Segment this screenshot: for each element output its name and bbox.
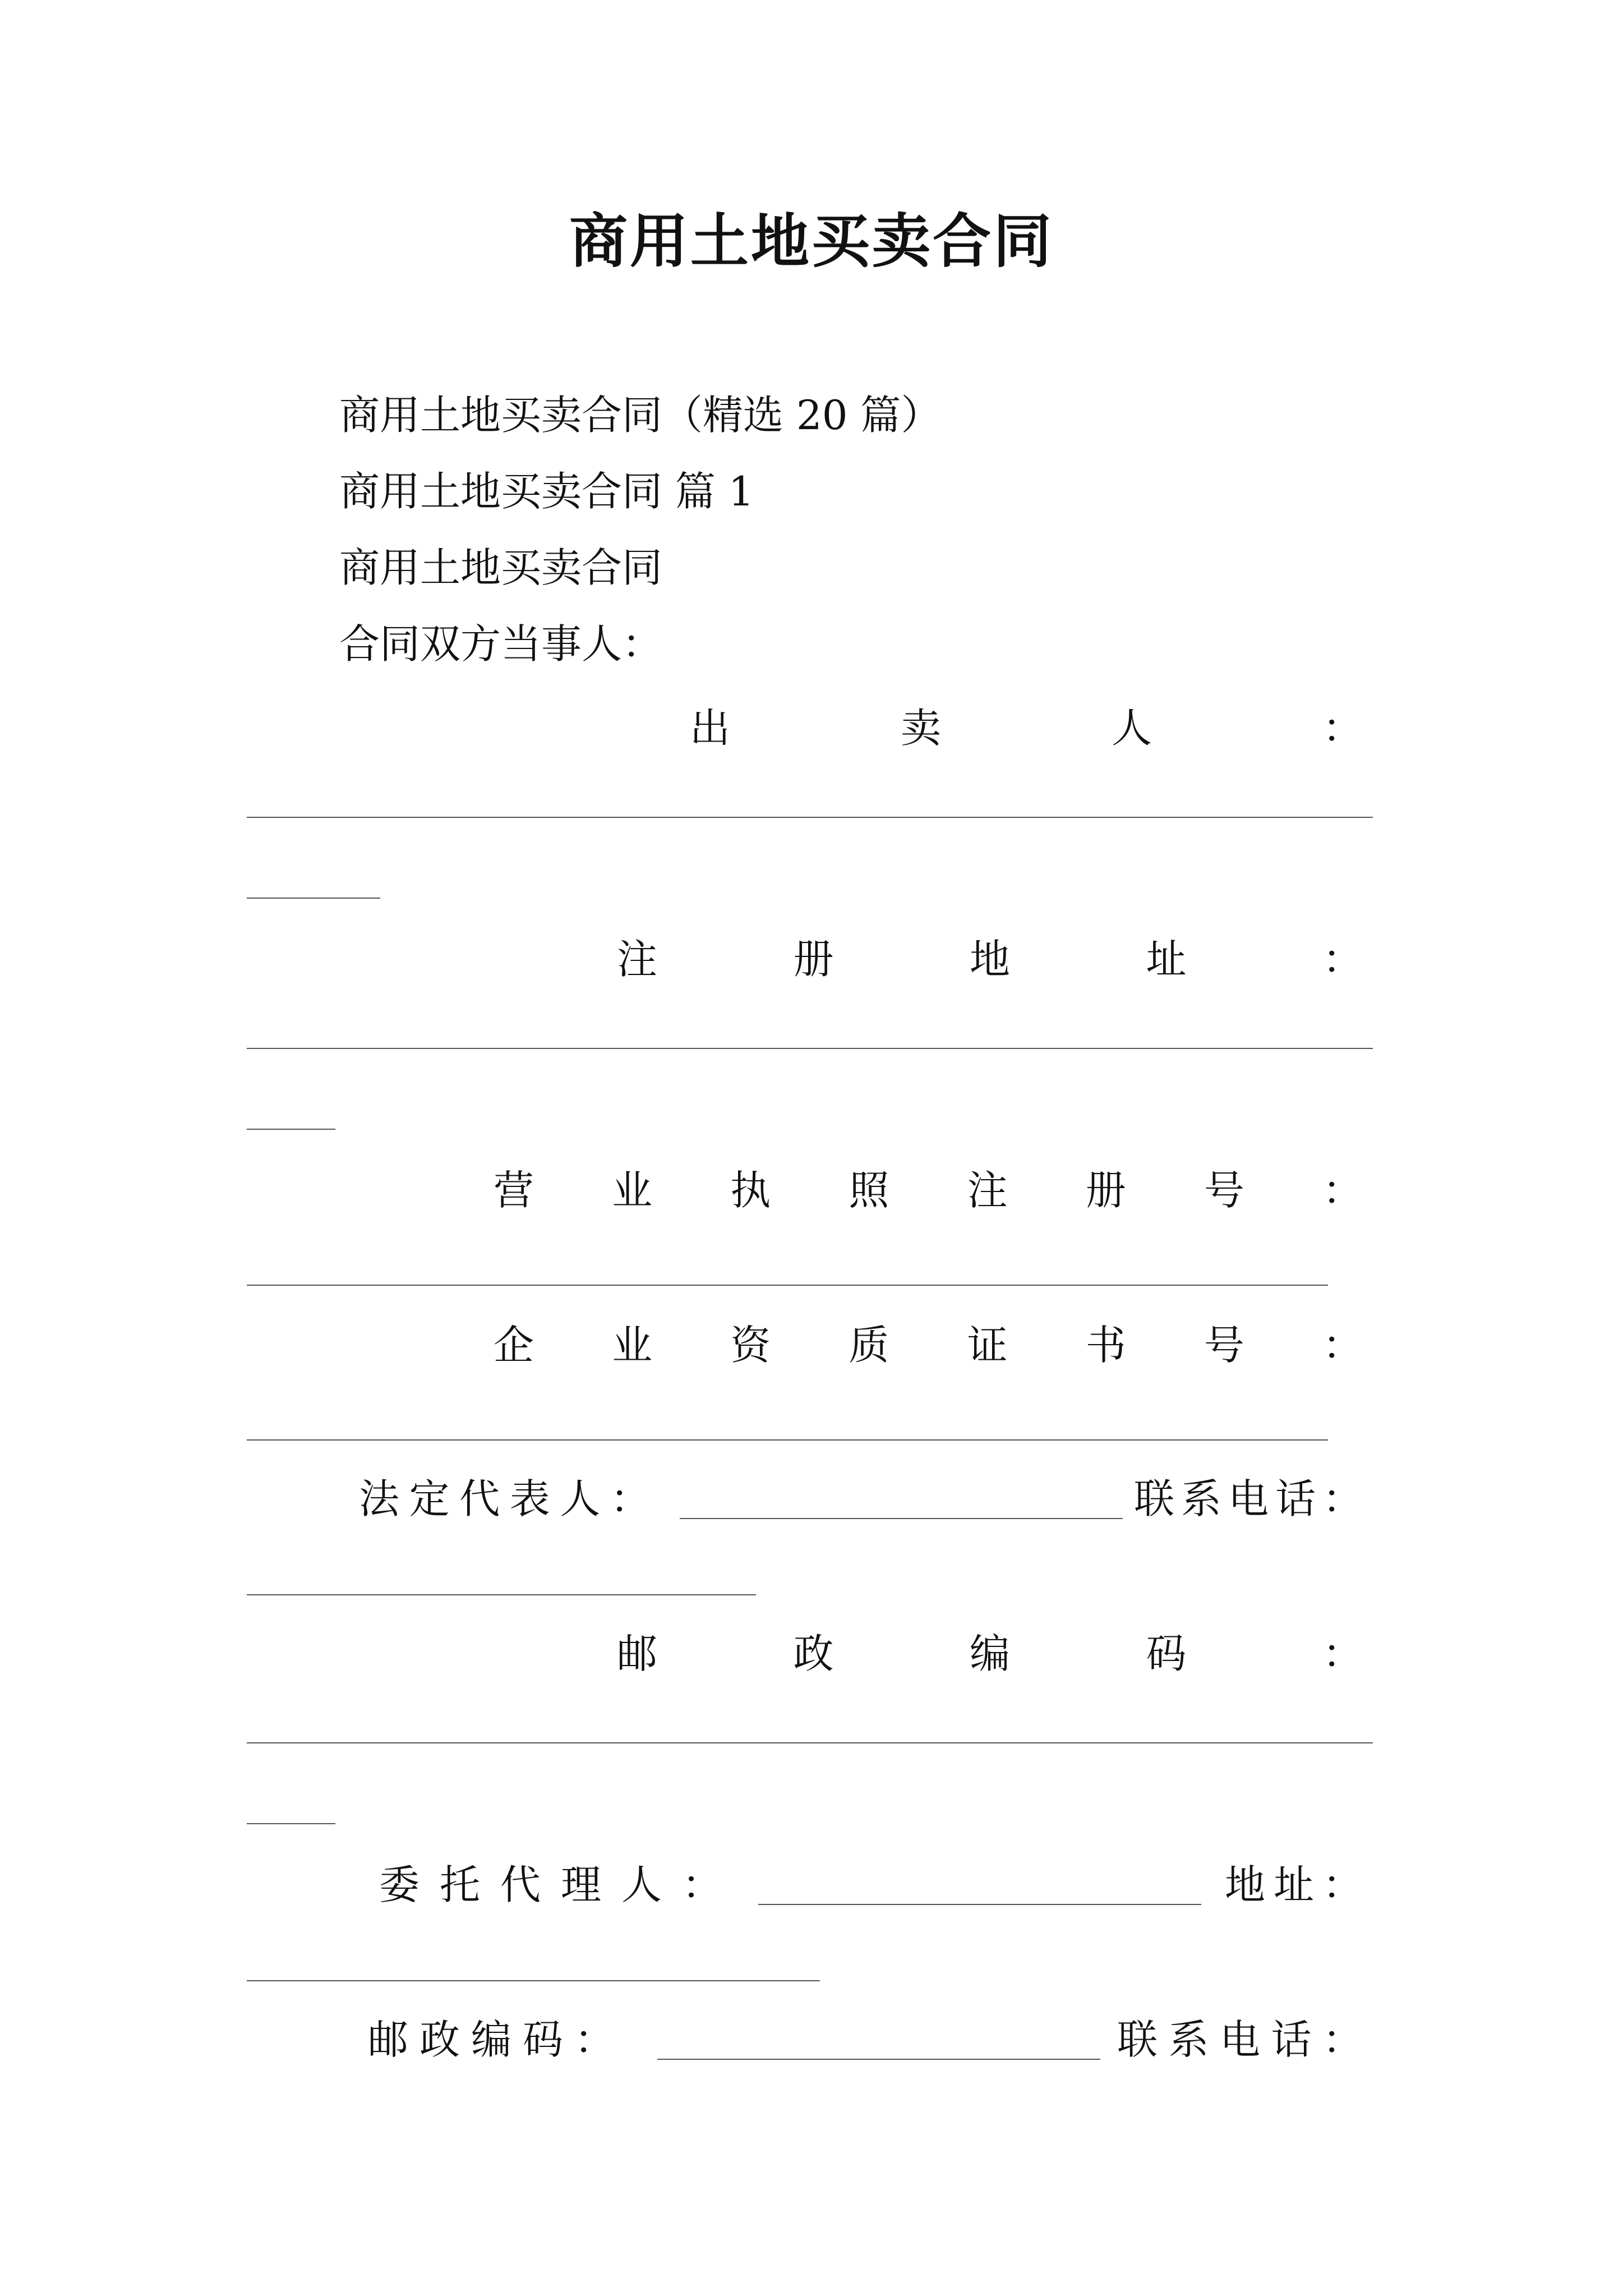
intro-line-3: 商用土地买卖合同 xyxy=(339,544,663,591)
address-label: 地 址 ： xyxy=(1225,1861,1363,1908)
legal-rep-label: 法 定 代 表 人 ： xyxy=(359,1475,651,1522)
postal-code-blank-line-2[interactable] xyxy=(247,1823,335,1824)
seller-blank-line[interactable] xyxy=(247,817,1373,818)
qualification-number-label: 企 业 资 质 证 书 号 ： xyxy=(494,1322,1363,1369)
phone-blank-line-1[interactable] xyxy=(247,1594,756,1595)
registered-address-label: 注 册 地 址 ： xyxy=(617,936,1363,983)
phone-label-1: 联 系 电 话 ： xyxy=(1134,1475,1363,1522)
postal-code-blank-line[interactable] xyxy=(247,1742,1373,1743)
phone-label-2: 联 系 电 话 ： xyxy=(1117,2016,1363,2063)
intro-line-2: 商用土地买卖合同 篇 1 xyxy=(339,468,754,515)
intro-line-1: 商用土地买卖合同（精选 20 篇） xyxy=(339,392,942,439)
qualification-number-blank-line[interactable] xyxy=(247,1439,1328,1441)
postal-code-blank-line-3[interactable] xyxy=(657,2059,1100,2060)
postal-code-label-2: 邮 政 编 码 ： xyxy=(368,2016,615,2063)
agent-label: 委 托 代 理 人 ： xyxy=(379,1861,722,1908)
agent-blank-line[interactable] xyxy=(758,1904,1201,1905)
document-title: 商用土地买卖合同 xyxy=(569,206,1054,275)
license-number-blank-line[interactable] xyxy=(247,1285,1328,1286)
license-number-label: 营 业 执 照 注 册 号 ： xyxy=(494,1167,1363,1214)
legal-rep-blank-line[interactable] xyxy=(680,1518,1123,1519)
postal-code-label: 邮 政 编 码 ： xyxy=(617,1630,1363,1677)
intro-line-4: 合同双方当事人： xyxy=(339,620,663,668)
registered-address-blank-line-2[interactable] xyxy=(247,1129,335,1130)
registered-address-blank-line[interactable] xyxy=(247,1048,1373,1049)
seller-blank-line-2[interactable] xyxy=(247,898,380,899)
seller-label: 出 卖 人 ： xyxy=(690,705,1363,752)
address-blank-line[interactable] xyxy=(247,1980,820,1981)
